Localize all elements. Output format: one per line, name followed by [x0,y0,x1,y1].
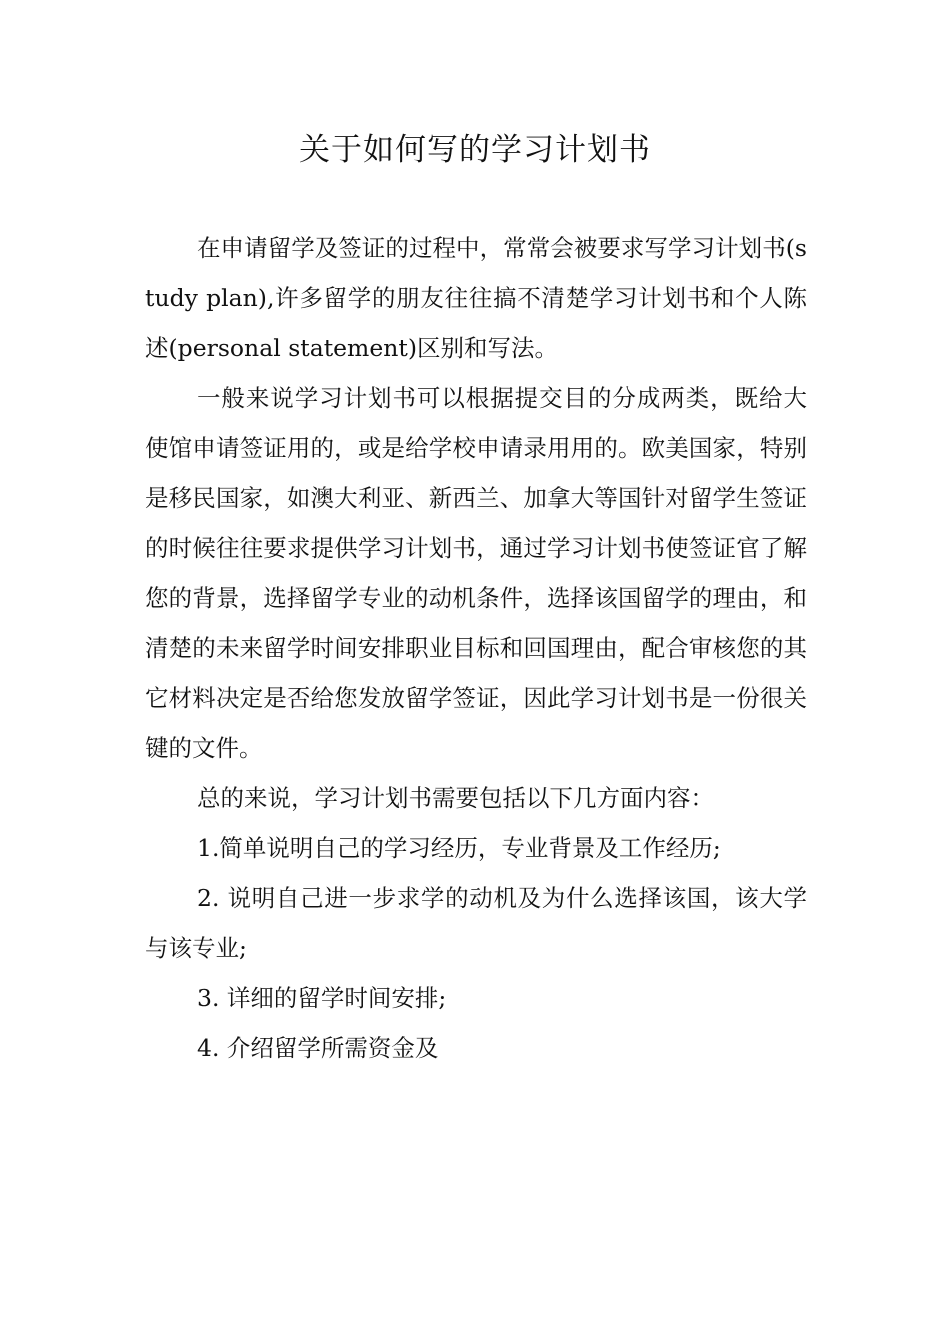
list-item-4: 4. 介绍留学所需资金及 [197,1034,439,1062]
paragraph-study-plan-types: 一般来说学习计划书可以根据提交目的分成两类，既给大使馆申请签证用的，或是给学校申请录用用的。欧美国家，特别是移民国家，如澳大利亚、新西兰、加拿大等国针对留学生签证的时候往往要求提供学习计划书，通过学习计划书使签证官了解您的背景，选择留学专业的动机条件，选择该国留学的理由，和清楚的未来留学时间安排职业目标和回国理由，配合审核您的其它材料决定是否给您发放留学签证，因此学习计划书是一份很关键的文件。 [145,384,807,762]
paragraph-intro: 在申请留学及签证的过程中，常常会被要求写学习计划书(study plan),许多留学的朋友往往搞不清楚学习计划书和个人陈述(personal statement)区别和写法。 [145,234,807,362]
list-item-2: 2. 说明自己进一步求学的动机及为什么选择该国，该大学与该专业; [145,884,807,962]
list-item-1: 1.简单说明自己的学习经历，专业背景及工作经历; [197,834,721,862]
list-item-3: 3. 详细的留学时间安排; [197,984,447,1012]
paragraph-contents-summary: 总的来说，学习计划书需要包括以下几方面内容： [197,784,714,812]
document-title: 关于如何写的学习计划书 [299,132,651,168]
document-body [145,223,807,1073]
